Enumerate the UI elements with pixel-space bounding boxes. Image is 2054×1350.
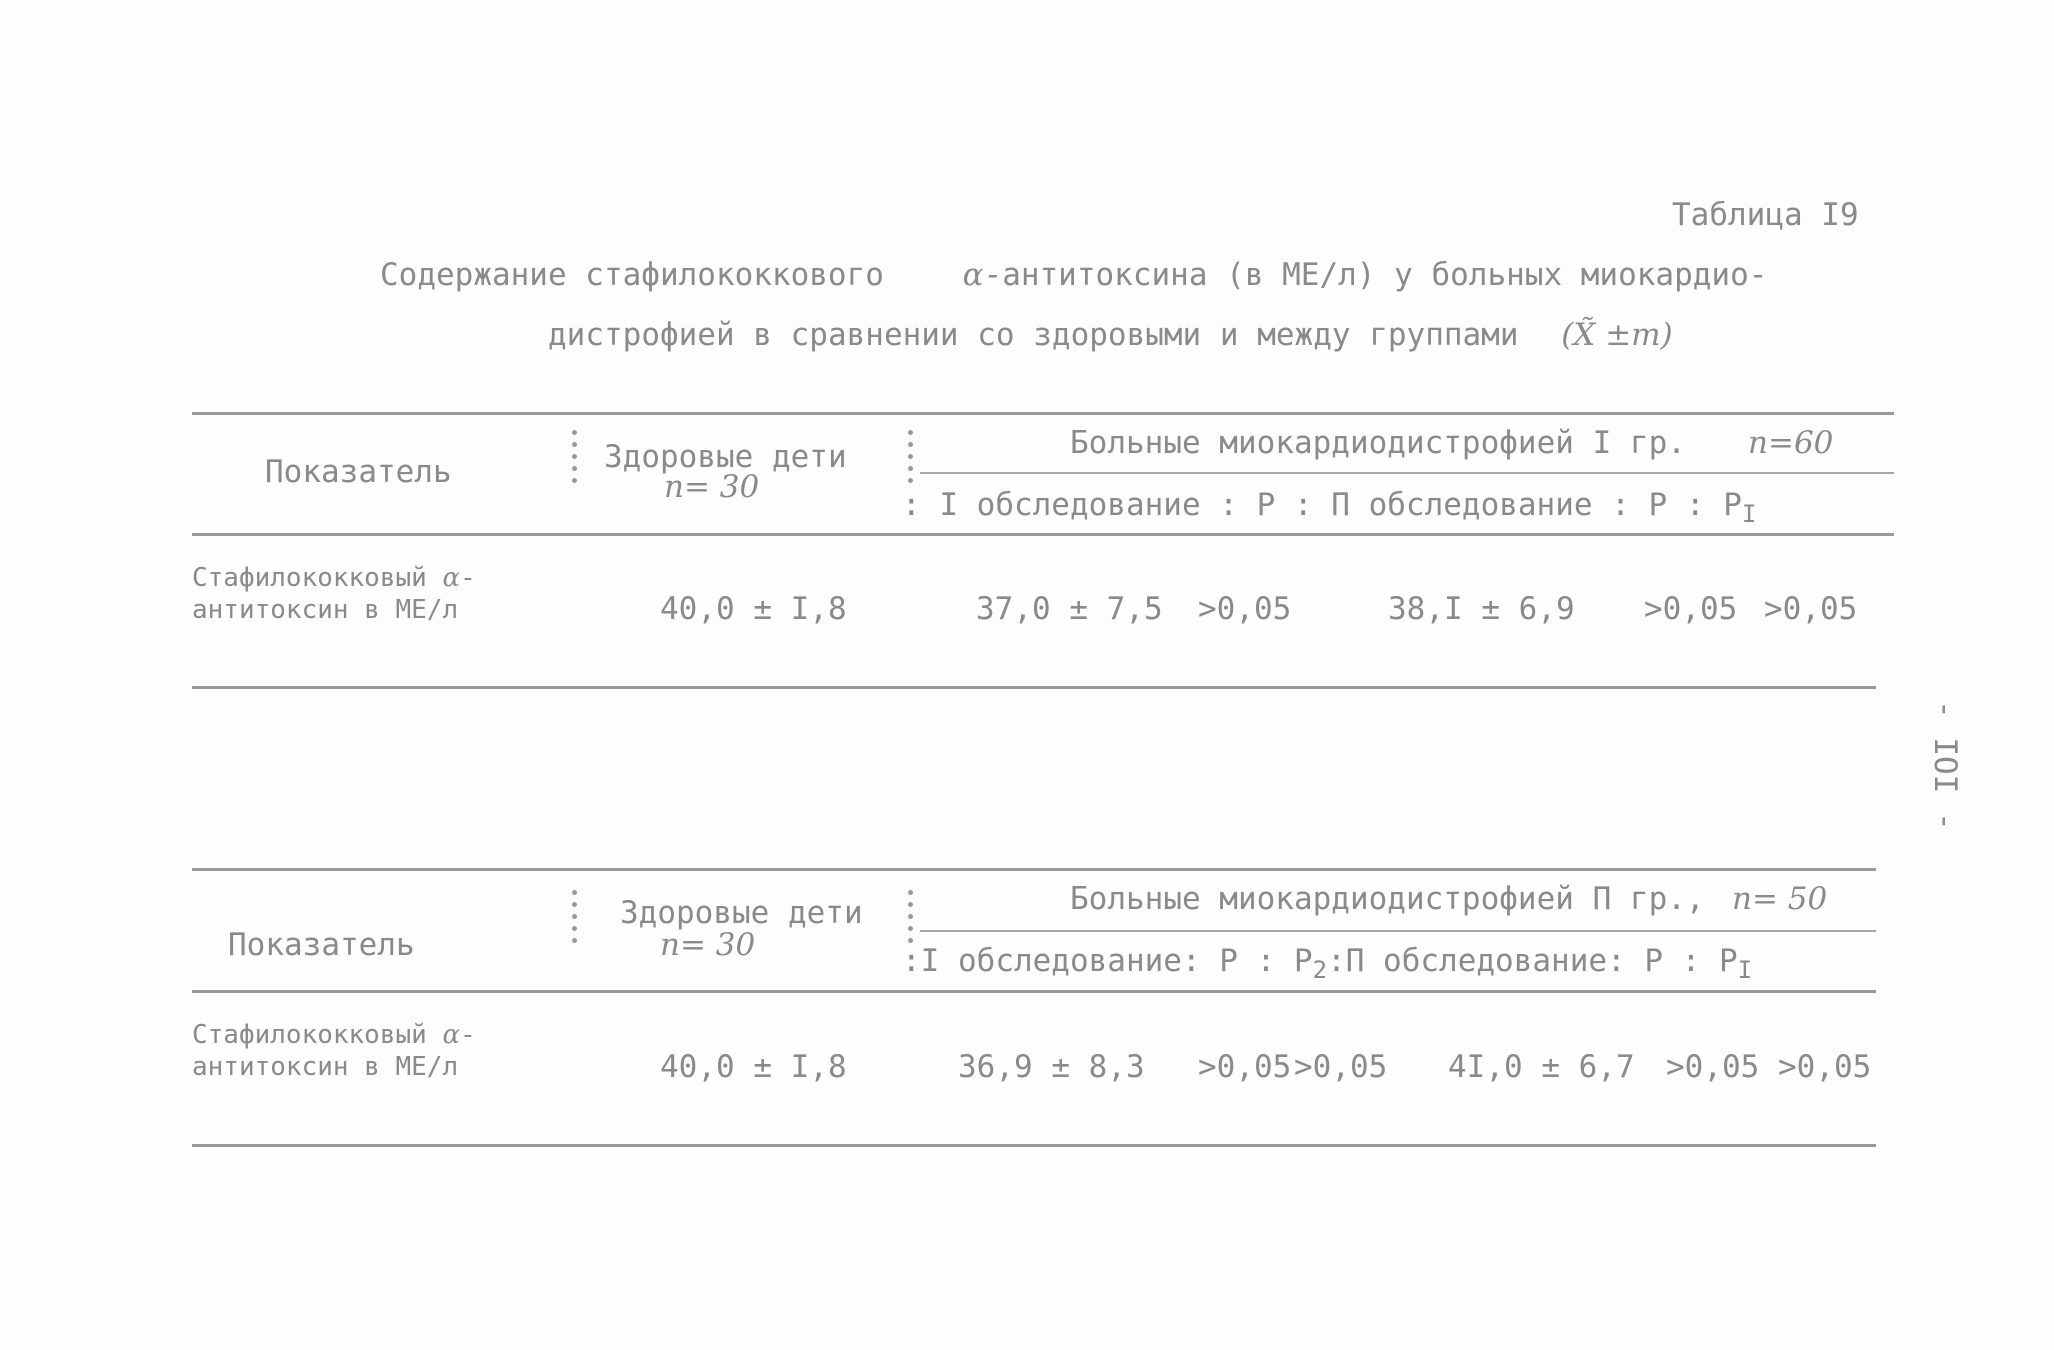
table-2-val-pi: >0,05 (1778, 1049, 1872, 1085)
table-1-row-label-line1: Стафилококковый α- (192, 563, 476, 593)
table-1-row-label-line2: антитоксин в МЕ/л (192, 595, 459, 625)
table-1-val-p1: >0,05 (1198, 591, 1292, 627)
title-text-a: Содержание стафилококкового (380, 257, 884, 293)
table-1-bottom-rule (192, 686, 1876, 689)
table-2-group-header: Больные миокардиодистрофией П гр., (1070, 881, 1705, 917)
table-2-header-rule (192, 990, 1876, 993)
table-2-row-label-line2: антитоксин в МЕ/л (192, 1052, 459, 1082)
table-1-header-rule (192, 533, 1894, 536)
table-2-val-healthy: 40,0 ± I,8 (660, 1049, 847, 1085)
table-2-col-healthy: Здоровые дети (620, 895, 863, 931)
table-1-col-indicator: Показатель (265, 454, 452, 490)
table-2-group-n: n= 50 (1732, 881, 1828, 917)
table-1-subheader (902, 487, 1757, 529)
title-formula: (X̃ ±m) (1561, 317, 1673, 353)
table-2-p2-subscript: 2 (1312, 956, 1328, 985)
table-1-subheader-rule (920, 472, 1894, 474)
alpha-symbol: α (962, 257, 984, 293)
table-2-col-indicator: Показатель (228, 927, 415, 963)
table-2-val-p3: >0,05 (1666, 1049, 1760, 1085)
table-2-pi-subscript: I (1737, 956, 1753, 985)
table-1-pi-subscript: I (1741, 500, 1757, 529)
table-1-val-p2: >0,05 (1644, 591, 1738, 627)
table-1-row-label-text: Стафилококковый (192, 563, 427, 593)
table-1-separator-1 (572, 430, 578, 490)
table-2-row-label-text: Стафилококковый (192, 1020, 427, 1050)
table-title-line2 (548, 317, 1673, 353)
table-2-n-healthy: n= 30 (660, 927, 756, 963)
table-2-val-exam1: 36,9 ± 8,3 (958, 1049, 1145, 1085)
table-2-row-alpha: α (442, 1020, 461, 1050)
table-1-group-n: n=60 (1748, 425, 1834, 461)
table-1-separator-2 (908, 430, 914, 490)
table-1-group-header: Больные миокардиодистрофией I гр. (1070, 425, 1686, 461)
table-1-val-pi: >0,05 (1764, 591, 1858, 627)
page-number: - IOI - (1927, 700, 1963, 831)
table-1-n-healthy: n= 30 (664, 469, 760, 505)
table-2-top-rule (192, 868, 1876, 871)
table-2-subheader (902, 943, 1753, 985)
table-title-line1 (380, 257, 1768, 293)
table-1-subheader-text: : I обследование : P : П обследование : P : P (902, 487, 1742, 523)
table-2-val-p1: >0,05 (1198, 1049, 1292, 1085)
table-number: Таблица I9 (1672, 197, 1859, 233)
table-1-val-healthy: 40,0 ± I,8 (660, 591, 847, 627)
table-1-row-alpha: α (442, 563, 461, 593)
table-1-val-exam2: 38,I ± 6,9 (1388, 591, 1575, 627)
table-1-val-exam1: 37,0 ± 7,5 (976, 591, 1163, 627)
table-2-val-exam2: 4I,0 ± 6,7 (1448, 1049, 1635, 1085)
table-2-row-label-line1: Стафилококковый α- (192, 1020, 476, 1050)
table-2-separator-2 (908, 890, 914, 950)
table-2-bottom-rule (192, 1144, 1876, 1147)
table-2-subheader-text-b: :П обследование: P : P (1327, 943, 1738, 979)
table-2-subheader-text-a: :I обследование: P : P (902, 943, 1313, 979)
table-1-top-rule (192, 412, 1894, 415)
title-text-line2: дистрофией в сравнении со здоровыми и между группами (548, 317, 1519, 353)
title-text-b: -антитоксина (в МЕ/л) у больных миокардио- (983, 257, 1768, 293)
table-2-subheader-rule (920, 930, 1876, 932)
table-2-separator-1 (572, 890, 578, 950)
table-2-val-p2: >0,05 (1294, 1049, 1388, 1085)
table-1-col-healthy: Здоровые дети (604, 439, 847, 475)
